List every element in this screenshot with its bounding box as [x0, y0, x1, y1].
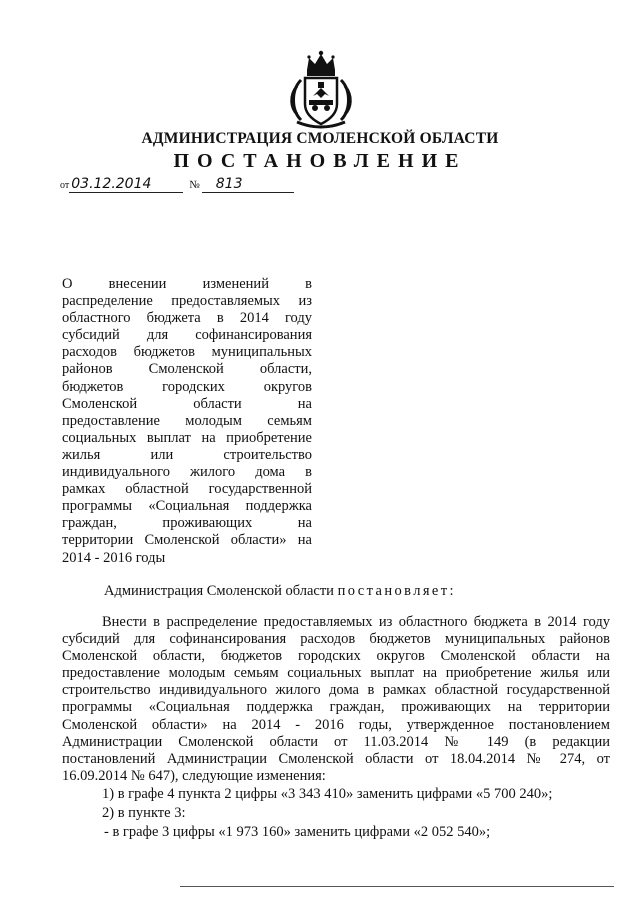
- date-prefix: от: [60, 180, 70, 191]
- body-line: предоставление молодым семьям социальных выплат на приобретение жилья или: [62, 665, 610, 682]
- subject-line: Смоленской области на: [62, 395, 312, 412]
- subject-line: 2014 - 2016 годы: [62, 549, 166, 566]
- resolution-body: [62, 614, 610, 842]
- subject-line: программы «Социальная поддержка: [62, 498, 312, 515]
- subject-line: индивидуального жилого дома в: [62, 464, 312, 481]
- subject-line: районов Смоленской области,: [62, 361, 312, 378]
- page-bottom-rule: [180, 886, 614, 887]
- subject-line: граждан, проживающих на: [62, 515, 312, 532]
- body-line: Администрации Смоленской области от 11.03.2014 № 149 (в редакции: [62, 733, 610, 750]
- subject-line: бюджетов городских округов: [62, 378, 312, 395]
- body-line: 16.09.2014 № 647), следующие изменения:: [62, 767, 326, 784]
- intro-resolves: постановляет:: [337, 583, 456, 599]
- subject-line: рамках областной государственной: [62, 481, 312, 498]
- subject-line: субсидий для софинансирования: [62, 327, 312, 344]
- body-line: постановлений Администрации Смоленской области от 18.04.2014 № 274, от: [62, 750, 610, 767]
- intro-text: Администрация Смоленской области: [104, 583, 334, 599]
- body-line: субсидий для софинансирования расходов бюджетов муниципальных районов: [62, 631, 610, 648]
- document-date: 03.12.2014: [69, 176, 183, 193]
- body-line: строительство индивидуального жилого дома в рамках областной государственной: [62, 682, 610, 699]
- subject-line: предоставление молодым семьям: [62, 412, 312, 429]
- body-line: Смоленской области, бюджетов городских округов Смоленской области на: [62, 648, 610, 665]
- subject-line: О внесении изменений в: [62, 276, 312, 292]
- body-line: Смоленской области» на 2014 - 2016 годы, утвержденное постановлением: [62, 716, 610, 733]
- date-number-line: [60, 176, 294, 193]
- subject-line: социальных выплат на приобретение: [62, 429, 312, 446]
- subject-line: жилья или строительство: [62, 446, 312, 463]
- body-line: Внести в распределение предоставляемых из областного бюджета в 2014 году: [102, 614, 610, 630]
- subject-line: распределение предоставляемых из: [62, 293, 312, 310]
- body-line: программы «Социальная поддержка граждан, проживающих на территории: [62, 699, 610, 716]
- subject-line: территории Смоленской области» на: [62, 532, 312, 549]
- subject-line: областного бюджета в 2014 году: [62, 310, 312, 327]
- coat-of-arms-icon: [285, 50, 357, 130]
- subject-line: расходов бюджетов муниципальных: [62, 344, 312, 361]
- document-number: 813: [202, 176, 294, 193]
- change-item: 2) в пункте 3:: [102, 804, 186, 821]
- number-sign: №: [189, 179, 200, 191]
- resolution-intro: [104, 583, 456, 600]
- document-subject: [62, 276, 312, 567]
- change-item: 1) в графе 4 пункта 2 цифры «3 343 410» заменить цифрами «5 700 240»;: [102, 785, 553, 802]
- issuing-authority: АДМИНИСТРАЦИЯ СМОЛЕНСКОЙ ОБЛАСТИ: [141, 130, 499, 147]
- document-type: ПОСТАНОВЛЕНИЕ: [173, 150, 467, 172]
- change-item: - в графе 3 цифры «1 973 160» заменить цифрами «2 052 540»;: [104, 823, 491, 840]
